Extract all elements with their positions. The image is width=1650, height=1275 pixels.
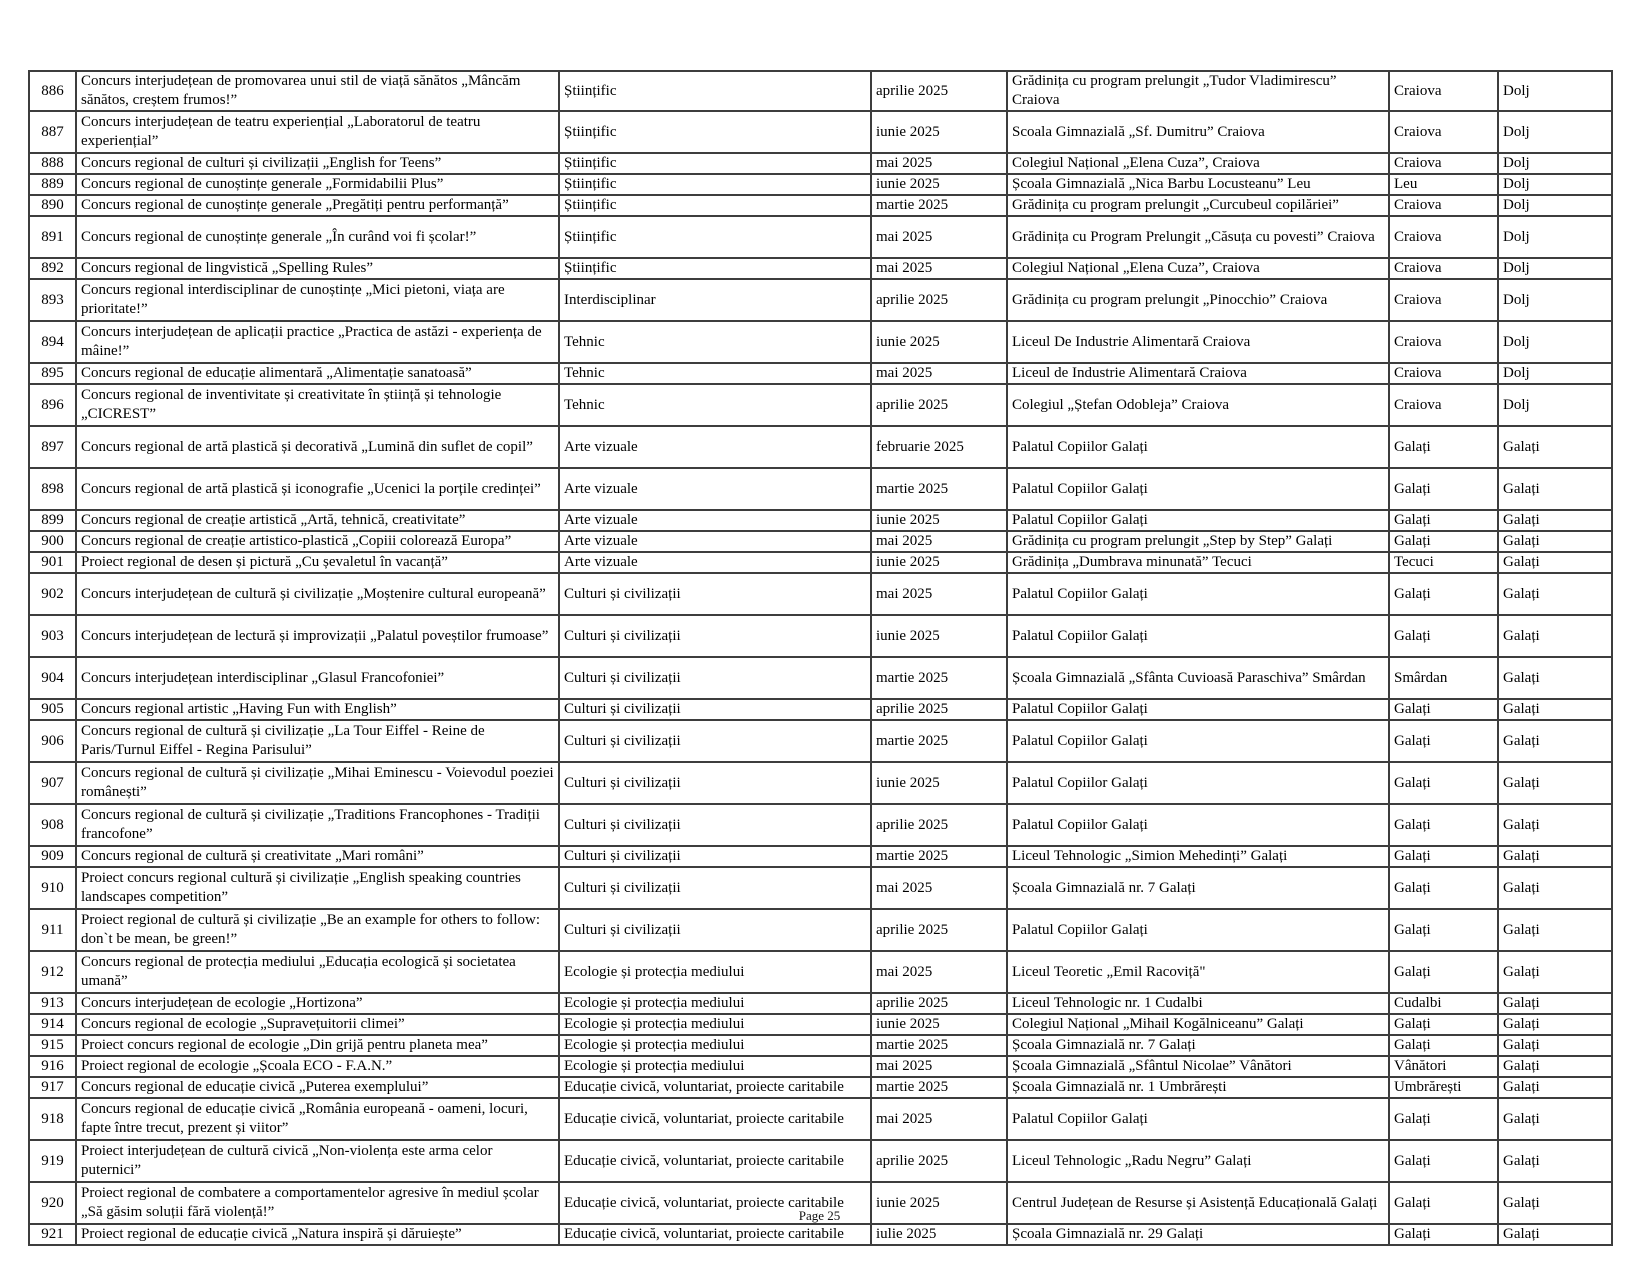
county-cell: Galați [1498, 951, 1612, 993]
city-cell: Galați [1389, 762, 1498, 804]
organizer-cell: Palatul Copiilor Galați [1007, 510, 1389, 531]
county-cell: Galați [1498, 1035, 1612, 1056]
competition-name-cell: Concurs regional de artă plastică și iconografie „Ucenici la porțile credinței” [76, 468, 559, 510]
table-row [29, 258, 1612, 279]
competition-name-cell: Proiect concurs regional cultură și civilizație „English speaking countries landscapes competition” [76, 867, 559, 909]
competition-name-cell: Concurs regional de artă plastică și decorativă „Lumină din suflet de copil” [76, 426, 559, 468]
table-row [29, 1077, 1612, 1098]
table-row [29, 1014, 1612, 1035]
table-row [29, 279, 1612, 321]
date-cell: mai 2025 [871, 216, 1007, 258]
county-cell: Galați [1498, 720, 1612, 762]
competition-name-cell: Concurs regional de educație civică „Puterea exemplului” [76, 1077, 559, 1098]
county-cell: Galați [1498, 657, 1612, 699]
county-cell: Galați [1498, 993, 1612, 1014]
county-cell: Galați [1498, 468, 1612, 510]
competition-name-cell: Concurs regional de lingvistică „Spelling Rules” [76, 258, 559, 279]
row-number-cell: 910 [29, 867, 76, 909]
city-cell: Craiova [1389, 153, 1498, 174]
category-cell: Educație civică, voluntariat, proiecte caritabile [559, 1224, 871, 1245]
row-number-cell: 897 [29, 426, 76, 468]
category-cell: Arte vizuale [559, 510, 871, 531]
table-row [29, 1035, 1612, 1056]
category-cell: Ecologie și protecția mediului [559, 951, 871, 993]
county-cell: Dolj [1498, 384, 1612, 426]
county-cell: Dolj [1498, 363, 1612, 384]
date-cell: mai 2025 [871, 363, 1007, 384]
table-row [29, 426, 1612, 468]
city-cell: Galați [1389, 846, 1498, 867]
table-row [29, 510, 1612, 531]
county-cell: Galați [1498, 699, 1612, 720]
competition-name-cell: Concurs interjudețean de cultură și civilizație „Moștenire cultural europeană” [76, 573, 559, 615]
category-cell: Științific [559, 174, 871, 195]
city-cell: Galați [1389, 720, 1498, 762]
county-cell: Galați [1498, 1077, 1612, 1098]
category-cell: Arte vizuale [559, 552, 871, 573]
row-number-cell: 896 [29, 384, 76, 426]
date-cell: aprilie 2025 [871, 384, 1007, 426]
row-number-cell: 920 [29, 1182, 76, 1224]
city-cell: Craiova [1389, 216, 1498, 258]
table-row [29, 174, 1612, 195]
date-cell: februarie 2025 [871, 426, 1007, 468]
city-cell: Galați [1389, 1224, 1498, 1245]
table-row [29, 195, 1612, 216]
table-row [29, 321, 1612, 363]
competition-name-cell: Proiect interjudețean de cultură civică „Non-violența este arma celor puternici” [76, 1140, 559, 1182]
city-cell: Craiova [1389, 258, 1498, 279]
date-cell: mai 2025 [871, 1098, 1007, 1140]
category-cell: Științific [559, 195, 871, 216]
county-cell: Dolj [1498, 258, 1612, 279]
row-number-cell: 906 [29, 720, 76, 762]
competitions-table-body [29, 71, 1612, 1245]
date-cell: iunie 2025 [871, 762, 1007, 804]
competition-name-cell: Concurs regional interdisciplinar de cunoștințe „Mici pietoni, viața are prioritate!” [76, 279, 559, 321]
organizer-cell: Centrul Județean de Resurse și Asistență Educațională Galați [1007, 1182, 1389, 1224]
county-cell: Galați [1498, 1014, 1612, 1035]
date-cell: martie 2025 [871, 720, 1007, 762]
row-number-cell: 907 [29, 762, 76, 804]
competition-name-cell: Proiect regional de combatere a comportamentelor agresive în mediul școlar „Să găsim soluții fără violență!” [76, 1182, 559, 1224]
competition-name-cell: Proiect concurs regional de ecologie „Din grijă pentru planeta mea” [76, 1035, 559, 1056]
competition-name-cell: Concurs interjudețean de promovarea unui stil de viață sănătos „Mâncăm sănătos, creștem frumos!” [76, 71, 559, 111]
date-cell: martie 2025 [871, 1077, 1007, 1098]
date-cell: mai 2025 [871, 531, 1007, 552]
competition-name-cell: Proiect regional de ecologie „Școala ECO - F.A.N.” [76, 1056, 559, 1077]
table-row [29, 909, 1612, 951]
date-cell: iunie 2025 [871, 552, 1007, 573]
date-cell: aprilie 2025 [871, 909, 1007, 951]
category-cell: Tehnic [559, 363, 871, 384]
competition-name-cell: Concurs regional de cunoștințe generale „Formidabilii Plus” [76, 174, 559, 195]
organizer-cell: Palatul Copiilor Galați [1007, 615, 1389, 657]
organizer-cell: Colegiul Național „Mihail Kogălniceanu” Galați [1007, 1014, 1389, 1035]
table-row [29, 384, 1612, 426]
organizer-cell: Școala Gimnazială nr. 7 Galați [1007, 1035, 1389, 1056]
organizer-cell: Școala Gimnazială „Nica Barbu Locusteanu” Leu [1007, 174, 1389, 195]
city-cell: Galați [1389, 615, 1498, 657]
county-cell: Galați [1498, 804, 1612, 846]
category-cell: Culturi și civilizații [559, 846, 871, 867]
table-row [29, 552, 1612, 573]
organizer-cell: Palatul Copiilor Galați [1007, 426, 1389, 468]
city-cell: Galați [1389, 804, 1498, 846]
city-cell: Craiova [1389, 71, 1498, 111]
county-cell: Galați [1498, 510, 1612, 531]
table-row [29, 993, 1612, 1014]
organizer-cell: Scoala Gimnazială „Sf. Dumitru” Craiova [1007, 111, 1389, 153]
category-cell: Culturi și civilizații [559, 657, 871, 699]
city-cell: Craiova [1389, 279, 1498, 321]
competition-name-cell: Concurs regional artistic „Having Fun with English” [76, 699, 559, 720]
row-number-cell: 913 [29, 993, 76, 1014]
row-number-cell: 902 [29, 573, 76, 615]
organizer-cell: Palatul Copiilor Galați [1007, 909, 1389, 951]
county-cell: Dolj [1498, 111, 1612, 153]
table-row [29, 1098, 1612, 1140]
organizer-cell: Școala Gimnazială nr. 1 Umbrărești [1007, 1077, 1389, 1098]
organizer-cell: Palatul Copiilor Galați [1007, 804, 1389, 846]
row-number-cell: 892 [29, 258, 76, 279]
county-cell: Dolj [1498, 321, 1612, 363]
row-number-cell: 912 [29, 951, 76, 993]
competition-name-cell: Concurs interjudețean de lectură și improvizații „Palatul poveștilor frumoase” [76, 615, 559, 657]
organizer-cell: Liceul Tehnologic „Simion Mehedinți” Galați [1007, 846, 1389, 867]
organizer-cell: Școala Gimnazială „Sfântul Nicolae” Vânători [1007, 1056, 1389, 1077]
row-number-cell: 909 [29, 846, 76, 867]
table-row [29, 153, 1612, 174]
date-cell: martie 2025 [871, 468, 1007, 510]
table-row [29, 71, 1612, 111]
row-number-cell: 894 [29, 321, 76, 363]
organizer-cell: Liceul Teoretic „Emil Racoviță" [1007, 951, 1389, 993]
table-row [29, 363, 1612, 384]
city-cell: Smârdan [1389, 657, 1498, 699]
category-cell: Arte vizuale [559, 426, 871, 468]
city-cell: Galați [1389, 468, 1498, 510]
table-row [29, 657, 1612, 699]
organizer-cell: Școala Gimnazială nr. 7 Galați [1007, 867, 1389, 909]
county-cell: Dolj [1498, 71, 1612, 111]
category-cell: Educație civică, voluntariat, proiecte caritabile [559, 1140, 871, 1182]
competition-name-cell: Concurs interjudețean de teatru experiențial „Laboratorul de teatru experiențial” [76, 111, 559, 153]
city-cell: Craiova [1389, 321, 1498, 363]
city-cell: Galați [1389, 1140, 1498, 1182]
row-number-cell: 891 [29, 216, 76, 258]
date-cell: iunie 2025 [871, 1182, 1007, 1224]
organizer-cell: Grădinița cu program prelungit „Curcubeul copilăriei” [1007, 195, 1389, 216]
county-cell: Dolj [1498, 279, 1612, 321]
category-cell: Ecologie și protecția mediului [559, 1056, 871, 1077]
organizer-cell: Grădinița cu program prelungit „Pinocchio” Craiova [1007, 279, 1389, 321]
city-cell: Galați [1389, 573, 1498, 615]
date-cell: aprilie 2025 [871, 1140, 1007, 1182]
competition-name-cell: Concurs regional de ecologie „Supravețuitorii climei” [76, 1014, 559, 1035]
organizer-cell: Palatul Copiilor Galați [1007, 468, 1389, 510]
date-cell: martie 2025 [871, 846, 1007, 867]
row-number-cell: 903 [29, 615, 76, 657]
date-cell: mai 2025 [871, 573, 1007, 615]
city-cell: Galați [1389, 867, 1498, 909]
organizer-cell: Școala Gimnazială nr. 29 Galați [1007, 1224, 1389, 1245]
county-cell: Galați [1498, 762, 1612, 804]
competition-name-cell: Concurs regional de cultură și civilizație „Traditions Francophones - Tradiții francofone” [76, 804, 559, 846]
table-row [29, 1140, 1612, 1182]
county-cell: Galați [1498, 552, 1612, 573]
date-cell: iunie 2025 [871, 1014, 1007, 1035]
row-number-cell: 914 [29, 1014, 76, 1035]
row-number-cell: 889 [29, 174, 76, 195]
competition-name-cell: Proiect regional de educație civică „Natura inspiră și dăruiește” [76, 1224, 559, 1245]
organizer-cell: Liceul De Industrie Alimentară Craiova [1007, 321, 1389, 363]
organizer-cell: Palatul Copiilor Galați [1007, 1098, 1389, 1140]
category-cell: Culturi și civilizații [559, 909, 871, 951]
city-cell: Galați [1389, 426, 1498, 468]
competition-name-cell: Concurs interjudețean interdisciplinar „Glasul Francofoniei” [76, 657, 559, 699]
city-cell: Galați [1389, 909, 1498, 951]
county-cell: Galați [1498, 1098, 1612, 1140]
date-cell: aprilie 2025 [871, 699, 1007, 720]
county-cell: Galați [1498, 1182, 1612, 1224]
category-cell: Culturi și civilizații [559, 867, 871, 909]
date-cell: iunie 2025 [871, 111, 1007, 153]
category-cell: Culturi și civilizații [559, 804, 871, 846]
county-cell: Dolj [1498, 153, 1612, 174]
table-row [29, 615, 1612, 657]
competition-name-cell: Concurs regional de cultură și civilizație „La Tour Eiffel - Reine de Paris/Turnul Eiffel - Regina Parisului” [76, 720, 559, 762]
organizer-cell: Colegiul Național „Elena Cuza”, Craiova [1007, 258, 1389, 279]
category-cell: Arte vizuale [559, 531, 871, 552]
date-cell: iunie 2025 [871, 321, 1007, 363]
category-cell: Interdisciplinar [559, 279, 871, 321]
table-row [29, 531, 1612, 552]
county-cell: Galați [1498, 426, 1612, 468]
city-cell: Galați [1389, 510, 1498, 531]
category-cell: Arte vizuale [559, 468, 871, 510]
organizer-cell: Școala Gimnazială „Sfânta Cuvioasă Paraschiva” Smârdan [1007, 657, 1389, 699]
table-row [29, 573, 1612, 615]
city-cell: Craiova [1389, 111, 1498, 153]
competition-name-cell: Concurs regional de educație civică „România europeană - oameni, locuri, fapte între trecut, prezent și viitor” [76, 1098, 559, 1140]
row-number-cell: 898 [29, 468, 76, 510]
table-row [29, 762, 1612, 804]
competition-name-cell: Concurs regional de creație artistico-plastică „Copiii colorează Europa” [76, 531, 559, 552]
date-cell: aprilie 2025 [871, 804, 1007, 846]
competition-name-cell: Concurs regional de cultură și creativitate „Mari români” [76, 846, 559, 867]
competition-name-cell: Concurs regional de cultură și civilizație „Mihai Eminescu - Voievodul poeziei românești” [76, 762, 559, 804]
city-cell: Galați [1389, 1014, 1498, 1035]
organizer-cell: Liceul de Industrie Alimentară Craiova [1007, 363, 1389, 384]
row-number-cell: 895 [29, 363, 76, 384]
city-cell: Galați [1389, 1035, 1498, 1056]
date-cell: aprilie 2025 [871, 993, 1007, 1014]
city-cell: Cudalbi [1389, 993, 1498, 1014]
city-cell: Vânători [1389, 1056, 1498, 1077]
organizer-cell: Palatul Copiilor Galați [1007, 762, 1389, 804]
date-cell: iunie 2025 [871, 174, 1007, 195]
row-number-cell: 918 [29, 1098, 76, 1140]
table-row [29, 111, 1612, 153]
row-number-cell: 921 [29, 1224, 76, 1245]
organizer-cell: Palatul Copiilor Galați [1007, 573, 1389, 615]
county-cell: Galați [1498, 1224, 1612, 1245]
row-number-cell: 888 [29, 153, 76, 174]
row-number-cell: 893 [29, 279, 76, 321]
competition-name-cell: Concurs interjudețean de ecologie „Hortizona” [76, 993, 559, 1014]
category-cell: Educație civică, voluntariat, proiecte caritabile [559, 1182, 871, 1224]
county-cell: Galați [1498, 909, 1612, 951]
category-cell: Tehnic [559, 321, 871, 363]
organizer-cell: Grădinița „Dumbrava minunată” Tecuci [1007, 552, 1389, 573]
organizer-cell: Grădinița cu program prelungit „Tudor Vladimirescu” Craiova [1007, 71, 1389, 111]
category-cell: Culturi și civilizații [559, 720, 871, 762]
competition-name-cell: Concurs regional de educație alimentară „Alimentație sanatoasă” [76, 363, 559, 384]
table-row [29, 1224, 1612, 1245]
county-cell: Galați [1498, 1056, 1612, 1077]
category-cell: Științific [559, 153, 871, 174]
page-number: Page 25 [798, 1208, 841, 1223]
competition-name-cell: Concurs regional de cunoștințe generale „În curând voi fi școlar!” [76, 216, 559, 258]
county-cell: Dolj [1498, 216, 1612, 258]
category-cell: Ecologie și protecția mediului [559, 993, 871, 1014]
category-cell: Culturi și civilizații [559, 762, 871, 804]
competition-name-cell: Concurs interjudețean de aplicații practice „Practica de astăzi - experiența de mâine!” [76, 321, 559, 363]
table-row [29, 720, 1612, 762]
table-row [29, 951, 1612, 993]
city-cell: Galați [1389, 531, 1498, 552]
date-cell: aprilie 2025 [871, 71, 1007, 111]
organizer-cell: Colegiul Național „Elena Cuza”, Craiova [1007, 153, 1389, 174]
row-number-cell: 917 [29, 1077, 76, 1098]
row-number-cell: 887 [29, 111, 76, 153]
row-number-cell: 911 [29, 909, 76, 951]
organizer-cell: Liceul Tehnologic nr. 1 Cudalbi [1007, 993, 1389, 1014]
date-cell: iunie 2025 [871, 510, 1007, 531]
date-cell: mai 2025 [871, 951, 1007, 993]
city-cell: Galați [1389, 1182, 1498, 1224]
date-cell: aprilie 2025 [871, 279, 1007, 321]
competition-name-cell: Concurs regional de creație artistică „Artă, tehnică, creativitate” [76, 510, 559, 531]
competition-name-cell: Concurs regional de cunoștințe generale „Pregătiți pentru performanță” [76, 195, 559, 216]
competition-name-cell: Concurs regional de protecția mediului „Educația ecologică și societatea umană” [76, 951, 559, 993]
county-cell: Galați [1498, 615, 1612, 657]
table-row [29, 867, 1612, 909]
category-cell: Culturi și civilizații [559, 615, 871, 657]
table-row [29, 804, 1612, 846]
row-number-cell: 908 [29, 804, 76, 846]
table-row [29, 216, 1612, 258]
category-cell: Tehnic [559, 384, 871, 426]
date-cell: mai 2025 [871, 258, 1007, 279]
city-cell: Galați [1389, 951, 1498, 993]
city-cell: Tecuci [1389, 552, 1498, 573]
row-number-cell: 890 [29, 195, 76, 216]
date-cell: martie 2025 [871, 657, 1007, 699]
city-cell: Galați [1389, 699, 1498, 720]
row-number-cell: 900 [29, 531, 76, 552]
competitions-table [28, 70, 1613, 1246]
organizer-cell: Palatul Copiilor Galați [1007, 720, 1389, 762]
city-cell: Craiova [1389, 384, 1498, 426]
competition-name-cell: Concurs regional de inventivitate și creativitate în știință și tehnologie „CICREST” [76, 384, 559, 426]
category-cell: Științific [559, 111, 871, 153]
table-row [29, 468, 1612, 510]
county-cell: Galați [1498, 531, 1612, 552]
category-cell: Ecologie și protecția mediului [559, 1035, 871, 1056]
organizer-cell: Grădinița cu program prelungit „Step by Step” Galați [1007, 531, 1389, 552]
row-number-cell: 899 [29, 510, 76, 531]
competition-name-cell: Concurs regional de culturi și civilizații „English for Teens” [76, 153, 559, 174]
city-cell: Craiova [1389, 195, 1498, 216]
table-row [29, 1056, 1612, 1077]
row-number-cell: 916 [29, 1056, 76, 1077]
category-cell: Științific [559, 258, 871, 279]
date-cell: mai 2025 [871, 867, 1007, 909]
city-cell: Galați [1389, 1098, 1498, 1140]
date-cell: martie 2025 [871, 1035, 1007, 1056]
date-cell: iunie 2025 [871, 615, 1007, 657]
organizer-cell: Colegiul „Ștefan Odobleja” Craiova [1007, 384, 1389, 426]
city-cell: Leu [1389, 174, 1498, 195]
row-number-cell: 904 [29, 657, 76, 699]
date-cell: mai 2025 [871, 1056, 1007, 1077]
row-number-cell: 886 [29, 71, 76, 111]
date-cell: martie 2025 [871, 195, 1007, 216]
table-row [29, 699, 1612, 720]
category-cell: Culturi și civilizații [559, 699, 871, 720]
county-cell: Galați [1498, 846, 1612, 867]
row-number-cell: 905 [29, 699, 76, 720]
organizer-cell: Liceul Tehnologic „Radu Negru” Galați [1007, 1140, 1389, 1182]
city-cell: Umbrărești [1389, 1077, 1498, 1098]
organizer-cell: Palatul Copiilor Galați [1007, 699, 1389, 720]
county-cell: Galați [1498, 867, 1612, 909]
table-row [29, 846, 1612, 867]
county-cell: Dolj [1498, 174, 1612, 195]
county-cell: Dolj [1498, 195, 1612, 216]
date-cell: mai 2025 [871, 153, 1007, 174]
date-cell: iulie 2025 [871, 1224, 1007, 1245]
row-number-cell: 919 [29, 1140, 76, 1182]
county-cell: Galați [1498, 573, 1612, 615]
category-cell: Ecologie și protecția mediului [559, 1014, 871, 1035]
competition-name-cell: Proiect regional de desen și pictură „Cu șevaletul în vacanță” [76, 552, 559, 573]
category-cell: Științific [559, 216, 871, 258]
competition-name-cell: Proiect regional de cultură și civilizație „Be an example for others to follow: don`t be mean, be green!” [76, 909, 559, 951]
category-cell: Științific [559, 71, 871, 111]
row-number-cell: 901 [29, 552, 76, 573]
organizer-cell: Grădinița cu Program Prelungit „Căsuța cu povesti” Craiova [1007, 216, 1389, 258]
county-cell: Galați [1498, 1140, 1612, 1182]
city-cell: Craiova [1389, 363, 1498, 384]
category-cell: Educație civică, voluntariat, proiecte caritabile [559, 1098, 871, 1140]
category-cell: Educație civică, voluntariat, proiecte caritabile [559, 1077, 871, 1098]
category-cell: Culturi și civilizații [559, 573, 871, 615]
row-number-cell: 915 [29, 1035, 76, 1056]
